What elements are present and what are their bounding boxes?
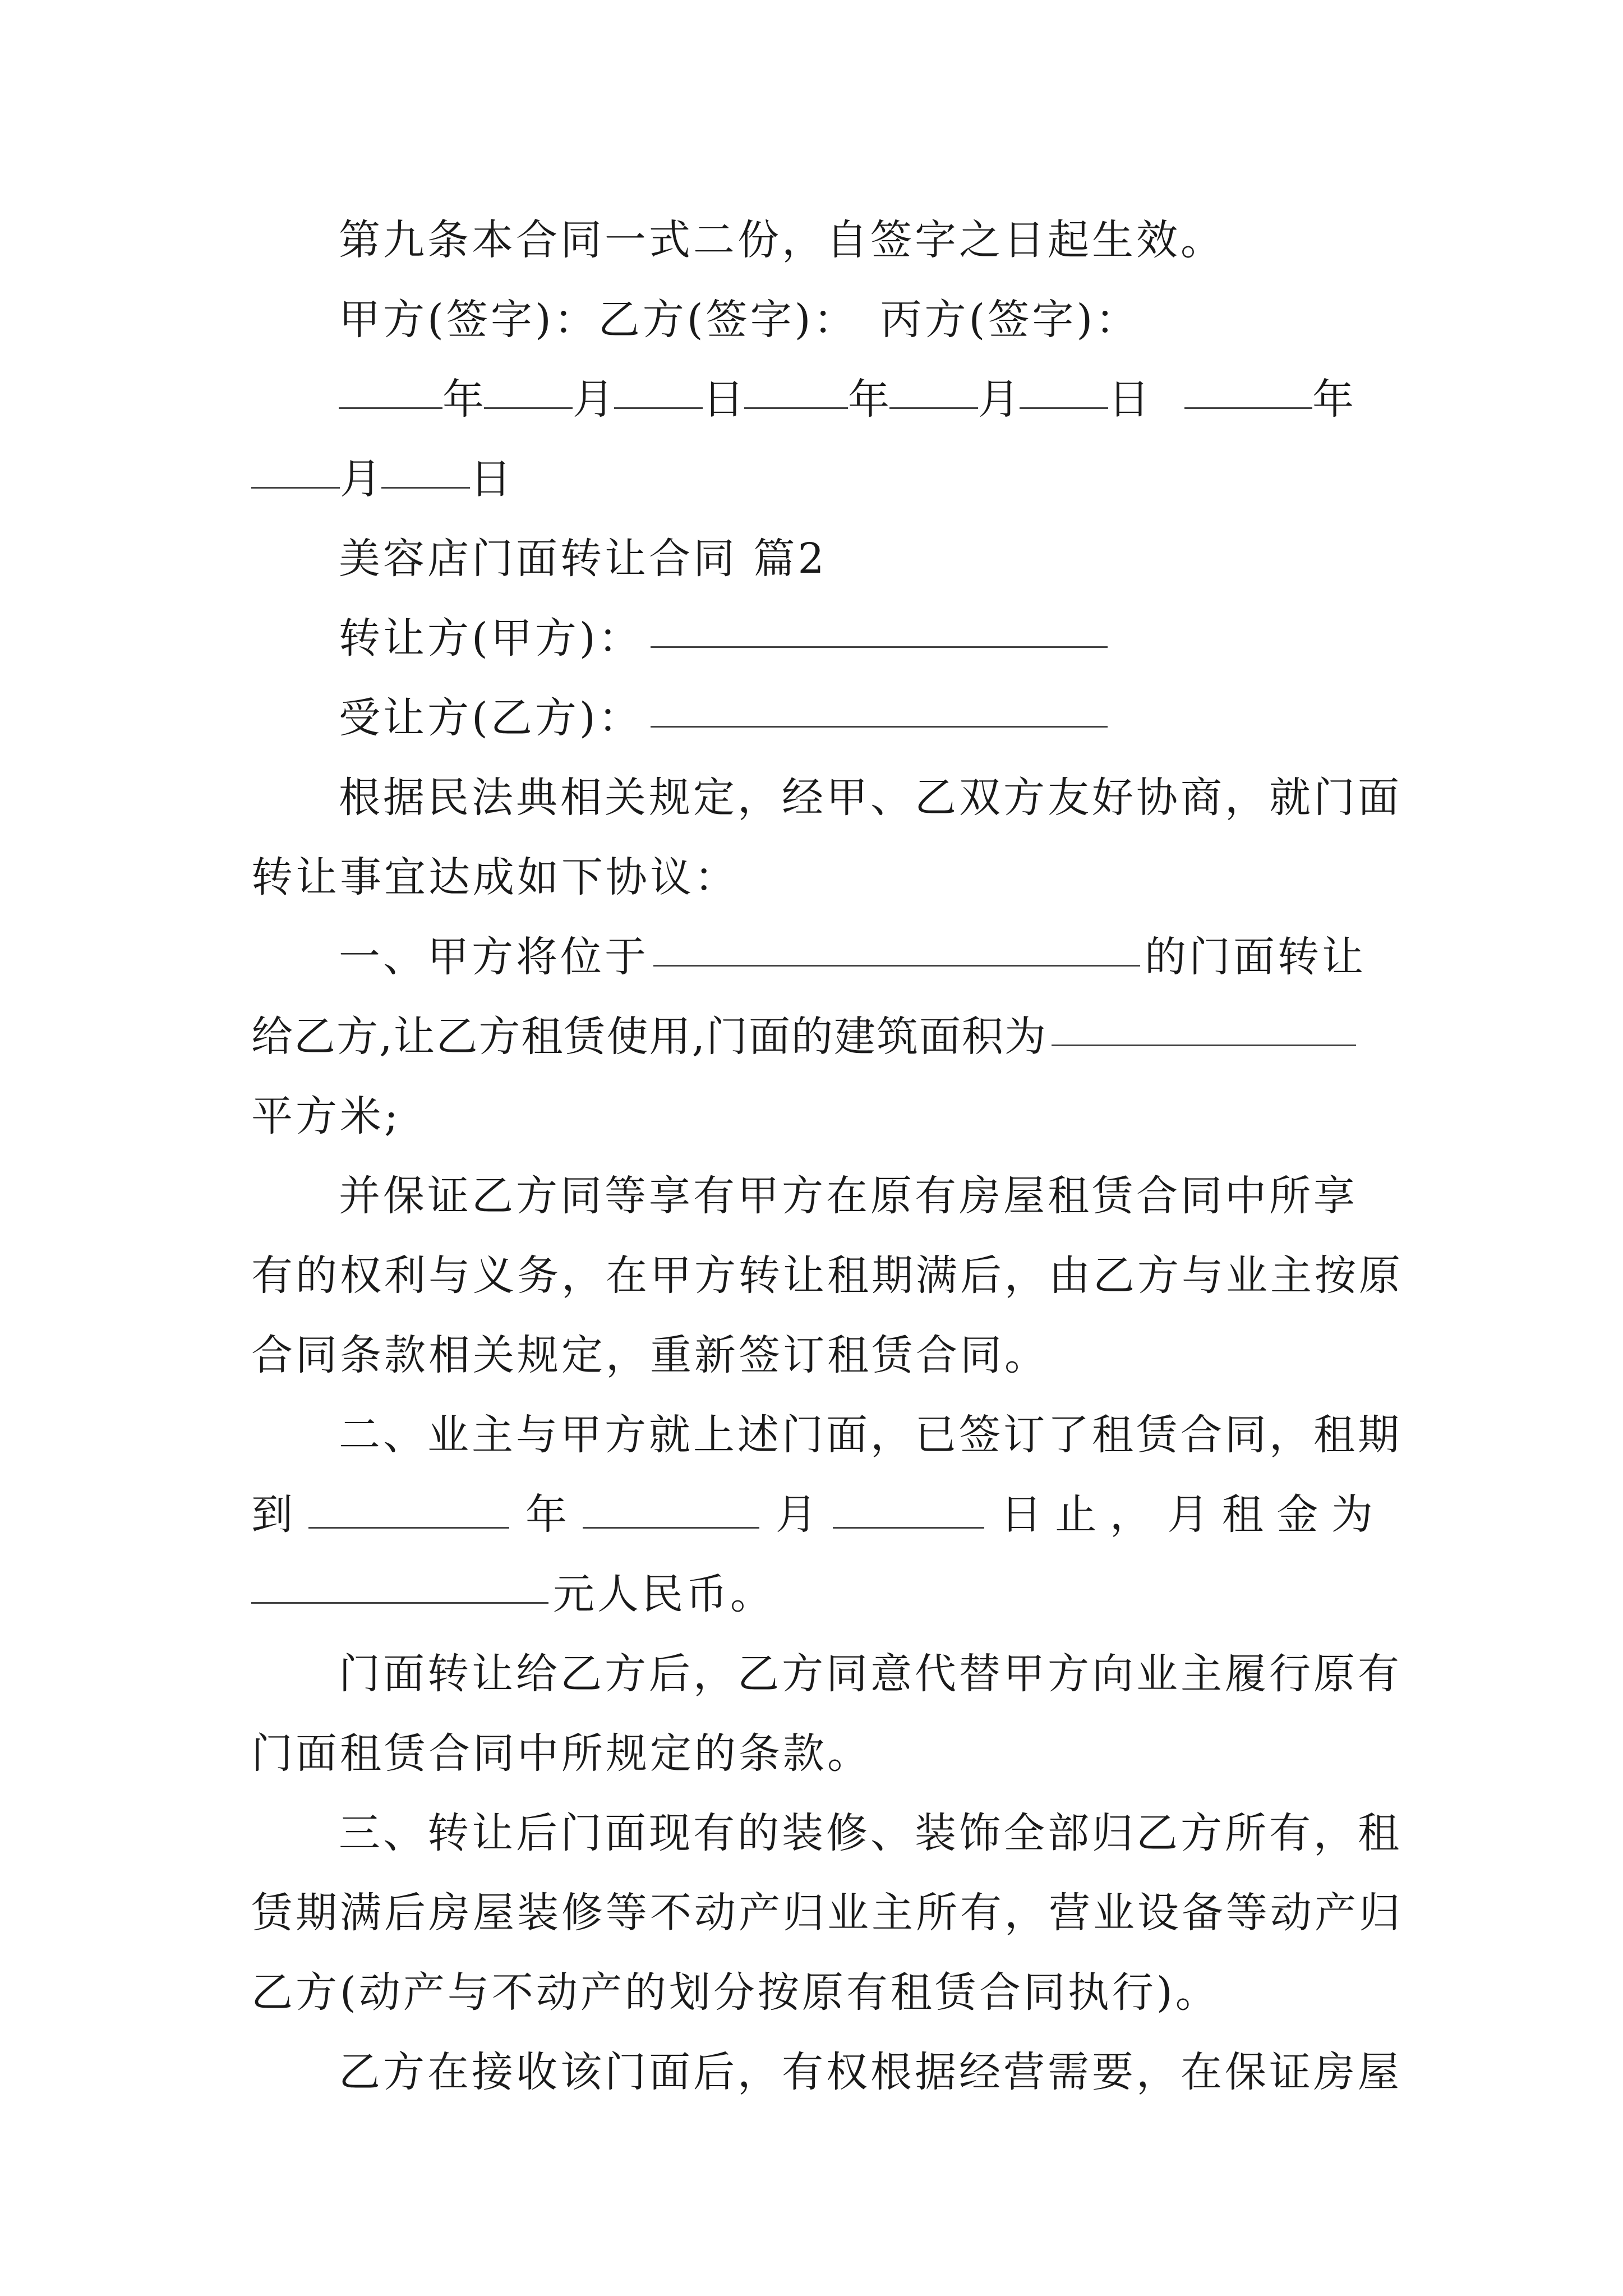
signature-dates-continued	[251, 440, 1373, 518]
signature-dates	[339, 360, 1373, 439]
after-transfer-line-2	[251, 1714, 1373, 1793]
date-blank	[1020, 407, 1108, 409]
rent-amount-blank	[251, 1602, 548, 1604]
contract-2-title-text: 美容店门面转让合同 篇2	[339, 535, 827, 583]
day-unit: 日	[703, 375, 744, 424]
clause-3-text: 赁期满后房屋装修等不动产归业主所有，营业设备等动产归	[251, 1889, 1403, 1937]
date-blank	[1184, 407, 1312, 409]
clause-3-text: 三、转让后门面现有的装修、装饰全部归乙方所有，租	[339, 1809, 1402, 1857]
after-transfer-line-1	[339, 1635, 1402, 1713]
date-blank	[614, 407, 703, 409]
clause-3-text: 乙方(动产与不动产的划分按原有租赁合同执行)。	[251, 1968, 1220, 2017]
clause-2-text: 元人民币。	[553, 1570, 774, 1618]
guarantee-text: 有的权利与义务，在甲方转让租期满后，由乙方与业主按原	[251, 1251, 1403, 1300]
year-unit: 年	[442, 375, 484, 424]
transferee-label: 受让方(乙方)：	[339, 694, 643, 742]
transferee-blank	[651, 725, 1108, 728]
clause-1-text: 一、甲方将位于	[339, 933, 649, 981]
clause-1-text: 的门面转让	[1145, 933, 1366, 981]
clause-2-month: 月	[775, 1490, 817, 1539]
day-unit: 日	[1108, 375, 1150, 424]
date-blank	[484, 407, 573, 409]
preamble-text-2: 转让事宜达成如下协议：	[251, 853, 739, 901]
guarantee-line-3	[251, 1316, 1373, 1395]
clause-1-line-3	[251, 1077, 1373, 1156]
month-unit: 月	[573, 375, 614, 424]
guarantee-text: 并保证乙方同等享有甲方在原有房屋租赁合同中所享	[339, 1172, 1358, 1220]
party-c-signature-label: 丙方(签字)：	[880, 296, 1140, 344]
clause-1-text: 给乙方,让乙方租赁使用,门面的建筑面积为	[251, 1013, 1048, 1061]
clause-2-day-until: 日 止 ，	[1000, 1490, 1151, 1539]
party-a-signature-label: 甲方(签字)：	[339, 296, 598, 344]
signature-labels	[339, 280, 1373, 359]
party-b-signature-label: 乙方(签字)：	[598, 296, 858, 344]
clause-3-line-2	[251, 1874, 1403, 1952]
clause-2-line-3	[251, 1555, 1373, 1634]
preamble-line-2	[251, 838, 1373, 917]
clause-2-line-2	[251, 1475, 1373, 1554]
lease-month-blank	[583, 1526, 759, 1529]
preamble-line-1	[339, 758, 1402, 837]
transferee-line	[339, 679, 1373, 757]
clause-1-text: 平方米;	[251, 1092, 401, 1140]
lease-day-blank	[833, 1526, 984, 1529]
contract-2-title	[339, 519, 1373, 598]
preamble-text-1: 根据民法典相关规定，经甲、乙双方友好协商，就门面	[339, 774, 1402, 822]
clause-2-year: 年	[525, 1490, 567, 1539]
date-blank	[744, 407, 848, 409]
transferor-blank	[651, 646, 1108, 648]
clause-2-to: 到	[251, 1490, 293, 1539]
transferor-line	[339, 599, 1373, 678]
lease-year-blank	[308, 1526, 509, 1529]
guarantee-line-2	[251, 1236, 1403, 1315]
clause-3-line-1	[339, 1794, 1402, 1872]
transferor-label: 转让方(甲方)：	[339, 614, 643, 662]
after-transfer-text: 门面转让给乙方后，乙方同意代替甲方向业主履行原有	[339, 1650, 1402, 1698]
clause-2-rent: 月 租 金 为	[1167, 1490, 1373, 1539]
location-blank	[653, 964, 1140, 967]
month-unit: 月	[978, 375, 1020, 424]
year-unit: 年	[1312, 375, 1354, 424]
clause-1-line-1	[339, 918, 1373, 996]
after-transfer-text: 门面租赁合同中所规定的条款。	[251, 1729, 872, 1778]
guarantee-line-1	[339, 1157, 1373, 1235]
date-blank	[889, 407, 978, 409]
article-9	[339, 201, 1373, 279]
guarantee-text: 合同条款相关规定，重新签订租赁合同。	[251, 1331, 1049, 1379]
area-blank	[1052, 1044, 1356, 1046]
article-9-text: 第九条本合同一式二份，自签字之日起生效。	[339, 216, 1225, 264]
day-unit: 日	[470, 455, 511, 503]
clause-2-line-1	[339, 1396, 1402, 1474]
clause-2-text: 二、业主与甲方就上述门面，已签订了租赁合同，租期	[339, 1411, 1402, 1459]
clause-1-line-2	[251, 997, 1373, 1076]
year-unit: 年	[848, 375, 889, 424]
date-blank	[339, 407, 442, 409]
clause-3-line-3	[251, 1953, 1373, 2032]
last-paragraph-line-1	[339, 2033, 1402, 2111]
last-paragraph-text: 乙方在接收该门面后，有权根据经营需要，在保证房屋	[339, 2048, 1402, 2096]
date-blank	[381, 486, 470, 489]
date-blank	[251, 486, 340, 489]
month-unit: 月	[340, 455, 381, 503]
